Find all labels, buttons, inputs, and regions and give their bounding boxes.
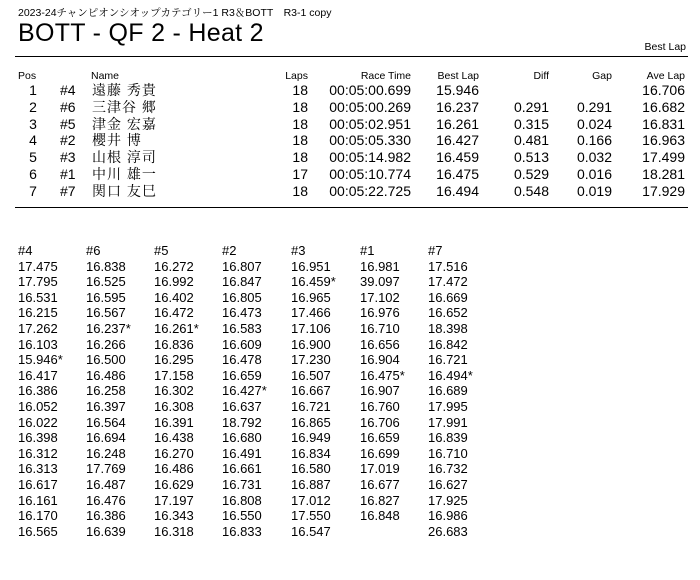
lap-time-cell: 16.531	[18, 289, 58, 305]
col-header-pos: Pos	[18, 70, 37, 82]
lap-time-cell: 16.710	[428, 445, 468, 461]
report-subtitle: 2023-24チャンピオンシオップカテゴリー1 R3＆BOTT R3-1 copy	[18, 7, 332, 19]
lap-time-cell: 16.617	[18, 476, 58, 492]
lap-time-cell: 16.656	[360, 336, 400, 352]
lap-time-cell: 16.459*	[291, 274, 336, 290]
lap-column-header: #2	[222, 243, 237, 258]
result-kart-number: #7	[60, 182, 76, 199]
result-row	[0, 132, 700, 149]
lap-column-header: #3	[291, 243, 306, 258]
col-header-best-lap: Best Lap	[437, 70, 479, 82]
result-laps: 18	[292, 98, 308, 115]
lap-column	[360, 243, 405, 524]
lap-time-cell: 16.907	[360, 383, 400, 399]
lap-column-header: #6	[86, 243, 101, 258]
lap-time-cell: 17.475	[18, 258, 58, 274]
result-gap: 0.291	[576, 98, 612, 115]
lap-time-cell: 17.019	[360, 461, 400, 477]
lap-time-cell: 17.230	[291, 352, 331, 368]
lap-time-cell: 16.272	[154, 258, 194, 274]
result-pos: 7	[29, 182, 37, 199]
lap-time-cell: 16.836	[154, 336, 194, 352]
lap-time-cell: 16.438	[154, 430, 194, 446]
lap-time-cell: 17.925	[428, 492, 468, 508]
lap-time-cell: 16.847	[222, 274, 262, 290]
lap-time-cell: 16.472	[154, 305, 194, 321]
lap-time-cell: 16.732	[428, 461, 468, 477]
lap-time-cell: 17.262	[18, 320, 58, 336]
lap-time-cell: 16.550	[222, 508, 262, 524]
lap-time-cell: 16.583	[222, 320, 262, 336]
lap-time-cell: 16.677	[360, 476, 400, 492]
lap-time-cell: 16.417	[18, 367, 58, 383]
result-pos: 2	[29, 98, 37, 115]
lap-time-cell: 16.981	[360, 258, 400, 274]
result-laps: 18	[292, 132, 308, 149]
lap-time-cell: 17.795	[18, 274, 58, 290]
best-lap-label: Best Lap	[644, 41, 686, 53]
lap-time-cell: 16.343	[154, 508, 194, 524]
lap-time-cell: 16.887	[291, 476, 331, 492]
result-race-time: 00:05:00.699	[329, 82, 411, 98]
lap-time-cell: 16.807	[222, 258, 262, 274]
lap-time-cell: 16.808	[222, 492, 262, 508]
result-kart-number: #4	[60, 82, 76, 98]
result-ave-lap: 16.706	[642, 82, 685, 98]
result-gap: 0.016	[576, 165, 612, 182]
result-race-time: 00:05:05.330	[329, 132, 411, 149]
result-driver-name: 中川 雄一	[92, 165, 157, 182]
result-gap: 0.019	[576, 182, 612, 199]
result-row	[0, 166, 700, 183]
lap-time-cell: 16.609	[222, 336, 262, 352]
result-gap: 0.166	[576, 132, 612, 149]
lap-time-cell: 16.170	[18, 508, 58, 524]
lap-time-cell: 16.313	[18, 461, 58, 477]
lap-time-cell: 17.769	[86, 461, 126, 477]
lap-time-cell: 17.991	[428, 414, 468, 430]
result-best-lap: 16.237	[436, 98, 479, 115]
lap-time-cell: 16.567	[86, 305, 126, 321]
lap-time-cell: 16.491	[222, 445, 262, 461]
result-pos: 4	[29, 132, 37, 149]
lap-time-cell: 16.312	[18, 445, 58, 461]
lap-time-cell: 16.500	[86, 352, 126, 368]
lap-time-cell: 18.398	[428, 320, 468, 336]
lap-time-cell: 16.295	[154, 352, 194, 368]
lap-column-header: #4	[18, 243, 33, 258]
result-pos: 3	[29, 115, 37, 132]
lap-time-cell: 16.476	[86, 492, 126, 508]
result-diff: 0.315	[513, 115, 549, 132]
result-kart-number: #1	[60, 165, 76, 182]
lap-column-header: #1	[360, 243, 375, 258]
lap-time-cell: 16.487	[86, 476, 126, 492]
lap-time-cell: 16.475*	[360, 367, 405, 383]
lap-time-cell: 16.986	[428, 508, 468, 524]
result-best-lap: 16.261	[436, 115, 479, 132]
lap-time-cell: 16.308	[154, 398, 194, 414]
lap-time-cell: 16.052	[18, 398, 58, 414]
lap-time-cell: 16.103	[18, 336, 58, 352]
lap-time-cell: 16.215	[18, 305, 58, 321]
lap-time-cell: 16.398	[18, 430, 58, 446]
result-ave-lap: 16.682	[642, 98, 685, 115]
result-kart-number: #3	[60, 149, 76, 166]
lap-time-cell: 16.627	[428, 476, 468, 492]
lap-time-cell: 16.386	[86, 508, 126, 524]
lap-column	[428, 243, 473, 539]
lap-time-cell: 15.946*	[18, 352, 63, 368]
lap-time-cell: 16.525	[86, 274, 126, 290]
lap-time-cell: 16.805	[222, 289, 262, 305]
lap-time-cell: 16.564	[86, 414, 126, 430]
result-race-time: 00:05:10.774	[329, 165, 411, 182]
lap-time-cell: 16.652	[428, 305, 468, 321]
lap-time-cell: 16.266	[86, 336, 126, 352]
lap-time-cell: 17.466	[291, 305, 331, 321]
header-divider	[15, 56, 688, 57]
result-race-time: 00:05:02.951	[329, 115, 411, 132]
lap-time-cell: 16.721	[291, 398, 331, 414]
lap-time-cell: 16.402	[154, 289, 194, 305]
lap-time-cell: 16.565	[18, 523, 58, 539]
result-race-time: 00:05:00.269	[329, 98, 411, 115]
result-diff: 0.513	[513, 149, 549, 166]
result-ave-lap: 16.963	[642, 132, 685, 149]
lap-time-cell: 16.258	[86, 383, 126, 399]
result-driver-name: 三津谷 郷	[92, 98, 157, 115]
result-race-time: 00:05:22.725	[329, 182, 411, 199]
page-title: BOTT - QF 2 - Heat 2	[18, 19, 264, 47]
lap-time-cell: 16.834	[291, 445, 331, 461]
lap-column	[291, 243, 336, 539]
result-pos: 1	[29, 82, 37, 98]
lap-time-cell: 17.995	[428, 398, 468, 414]
lap-time-cell: 16.951	[291, 258, 331, 274]
lap-column	[222, 243, 267, 539]
lap-time-cell: 16.659	[360, 430, 400, 446]
result-ave-lap: 17.499	[642, 149, 685, 166]
lap-time-cell: 16.689	[428, 383, 468, 399]
result-row	[0, 82, 700, 99]
result-best-lap: 15.946	[436, 82, 479, 98]
result-ave-lap: 17.929	[642, 182, 685, 199]
lap-time-cell: 17.012	[291, 492, 331, 508]
results-divider	[15, 207, 688, 208]
result-laps: 17	[292, 165, 308, 182]
lap-time-cell: 17.550	[291, 508, 331, 524]
lap-time-cell: 16.248	[86, 445, 126, 461]
lap-time-cell: 16.694	[86, 430, 126, 446]
result-row	[0, 116, 700, 133]
lap-time-cell: 18.792	[222, 414, 262, 430]
lap-time-cell: 16.022	[18, 414, 58, 430]
col-header-race-time: Race Time	[360, 70, 411, 82]
lap-column	[18, 243, 63, 539]
lap-time-cell: 16.710	[360, 320, 400, 336]
lap-time-cell: 16.547	[291, 523, 331, 539]
lap-time-cell: 16.659	[222, 367, 262, 383]
lap-time-cell: 16.848	[360, 508, 400, 524]
result-pos: 5	[29, 149, 37, 166]
lap-time-cell: 16.949	[291, 430, 331, 446]
lap-time-cell: 17.516	[428, 258, 468, 274]
result-ave-lap: 18.281	[642, 165, 685, 182]
lap-time-cell: 16.838	[86, 258, 126, 274]
lap-time-cell: 16.478	[222, 352, 262, 368]
lap-time-cell: 16.900	[291, 336, 331, 352]
lap-time-cell: 16.667	[291, 383, 331, 399]
lap-time-cell: 16.661	[222, 461, 262, 477]
lap-time-cell: 16.839	[428, 430, 468, 446]
result-laps: 18	[292, 149, 308, 166]
lap-time-cell: 16.486	[154, 461, 194, 477]
lap-time-cell: 16.760	[360, 398, 400, 414]
result-driver-name: 津金 宏嘉	[92, 115, 157, 132]
lap-time-cell: 17.158	[154, 367, 194, 383]
lap-column-header: #5	[154, 243, 169, 258]
result-driver-name: 関口 友巳	[92, 182, 157, 199]
lap-time-cell: 16.391	[154, 414, 194, 430]
lap-time-cell: 16.706	[360, 414, 400, 430]
lap-time-cell: 16.965	[291, 289, 331, 305]
lap-time-cell: 16.486	[86, 367, 126, 383]
lap-time-cell: 16.161	[18, 492, 58, 508]
lap-time-cell: 16.318	[154, 523, 194, 539]
lap-column	[154, 243, 199, 539]
lap-time-cell: 16.833	[222, 523, 262, 539]
result-kart-number: #5	[60, 115, 76, 132]
lap-time-cell: 26.683	[428, 523, 468, 539]
result-laps: 18	[292, 182, 308, 199]
result-diff: 0.481	[513, 132, 549, 149]
lap-time-cell: 16.302	[154, 383, 194, 399]
lap-time-cell: 16.721	[428, 352, 468, 368]
col-header-diff: Diff	[533, 70, 549, 82]
lap-time-cell: 16.976	[360, 305, 400, 321]
lap-time-cell: 16.629	[154, 476, 194, 492]
result-race-time: 00:05:14.982	[329, 149, 411, 166]
lap-time-cell: 16.595	[86, 289, 126, 305]
result-driver-name: 櫻井 博	[92, 132, 142, 149]
lap-time-cell: 16.842	[428, 336, 468, 352]
result-diff: 0.548	[513, 182, 549, 199]
lap-time-cell: 16.637	[222, 398, 262, 414]
lap-time-cell: 16.639	[86, 523, 126, 539]
results-table	[0, 70, 700, 200]
result-best-lap: 16.494	[436, 182, 479, 199]
lap-time-cell: 16.669	[428, 289, 468, 305]
lap-time-cell: 16.427*	[222, 383, 267, 399]
lap-time-cell: 16.731	[222, 476, 262, 492]
lap-time-cell: 16.580	[291, 461, 331, 477]
col-header-ave-lap: Ave Lap	[646, 70, 685, 82]
lap-time-cell: 16.865	[291, 414, 331, 430]
result-best-lap: 16.427	[436, 132, 479, 149]
lap-time-cell: 16.237*	[86, 320, 131, 336]
result-pos: 6	[29, 165, 37, 182]
col-header-gap: Gap	[592, 70, 612, 82]
lap-time-cell: 17.197	[154, 492, 194, 508]
result-driver-name: 遠藤 秀貴	[92, 82, 157, 98]
lap-time-cell: 17.102	[360, 289, 400, 305]
result-laps: 18	[292, 115, 308, 132]
lap-time-cell: 16.473	[222, 305, 262, 321]
lap-time-cell: 16.397	[86, 398, 126, 414]
lap-time-cell: 16.699	[360, 445, 400, 461]
lap-time-cell: 17.472	[428, 274, 468, 290]
lap-time-cell: 16.386	[18, 383, 58, 399]
lap-time-cell: 16.827	[360, 492, 400, 508]
lap-time-cell: 17.106	[291, 320, 331, 336]
result-row	[0, 99, 700, 116]
col-header-laps: Laps	[285, 70, 308, 82]
result-diff: 0.529	[513, 165, 549, 182]
result-gap: 0.024	[576, 115, 612, 132]
lap-time-cell: 16.992	[154, 274, 194, 290]
lap-column	[86, 243, 131, 539]
result-best-lap: 16.459	[436, 149, 479, 166]
lap-time-cell: 16.507	[291, 367, 331, 383]
result-laps: 18	[292, 82, 308, 98]
result-ave-lap: 16.831	[642, 115, 685, 132]
result-row	[0, 149, 700, 166]
lap-time-cell: 16.680	[222, 430, 262, 446]
result-kart-number: #6	[60, 98, 76, 115]
lap-column-header: #7	[428, 243, 443, 258]
result-kart-number: #2	[60, 132, 76, 149]
result-diff: 0.291	[513, 98, 549, 115]
results-header-row	[0, 70, 700, 82]
result-best-lap: 16.475	[436, 165, 479, 182]
lap-time-cell: 16.904	[360, 352, 400, 368]
lap-time-cell: 39.097	[360, 274, 400, 290]
col-header-name: Name	[91, 70, 120, 82]
result-driver-name: 山根 淳司	[92, 149, 157, 166]
lap-time-cell: 16.270	[154, 445, 194, 461]
result-gap: 0.032	[576, 149, 612, 166]
lap-time-cell: 16.261*	[154, 320, 199, 336]
result-row	[0, 183, 700, 200]
lap-time-cell: 16.494*	[428, 367, 473, 383]
